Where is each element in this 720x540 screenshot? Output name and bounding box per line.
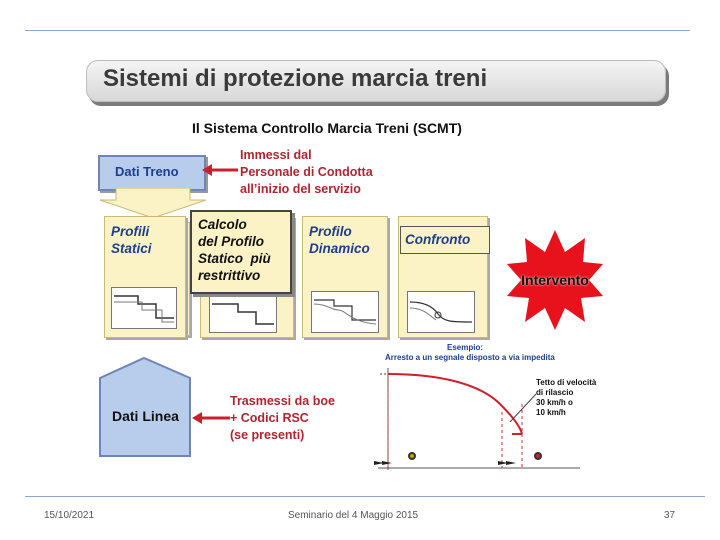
footer-date: 15/10/2021 bbox=[44, 510, 95, 521]
calcolo-line: Statico più bbox=[198, 251, 271, 266]
static-profile-chart bbox=[111, 287, 177, 329]
profili-statici-label bbox=[111, 223, 152, 257]
restrictive-profile-chart bbox=[209, 293, 277, 333]
dati-linea-note-line: (se presenti) bbox=[230, 428, 305, 442]
profili-statici-line: Statici bbox=[111, 241, 152, 256]
dati-treno-label: Dati Treno bbox=[115, 164, 179, 179]
diagram-subtitle: Il Sistema Controllo Marcia Treni (SCMT) bbox=[192, 120, 462, 136]
dati-linea-label: Dati Linea bbox=[112, 408, 179, 424]
dati-treno-note-line: Personale di Condotta bbox=[240, 165, 373, 179]
dati-linea-note bbox=[230, 393, 335, 444]
annotation-pointer bbox=[510, 394, 536, 422]
calcolo-line: del Profilo bbox=[198, 234, 265, 249]
footer-page-number: 37 bbox=[664, 510, 676, 521]
dynamic-profile-chart bbox=[311, 291, 379, 333]
example-caption-line: Arresto a un segnale disposto a via impedita bbox=[385, 353, 555, 362]
dati-treno-box bbox=[98, 155, 206, 191]
profilo-dinamico-doc bbox=[302, 216, 388, 338]
calcolo-line: restrittivo bbox=[198, 268, 261, 283]
release-speed-annotation bbox=[536, 378, 596, 418]
dati-linea-box bbox=[100, 358, 190, 456]
profilo-dinamico-line: Dinamico bbox=[309, 241, 370, 256]
dati-treno-note bbox=[240, 147, 373, 198]
calcolo-box bbox=[190, 210, 292, 294]
dati-treno-note-line: all’inizio del servizio bbox=[240, 182, 361, 196]
dati-treno-note-line: Immessi dal bbox=[240, 148, 312, 162]
dati-linea-note-line: + Codici RSC bbox=[230, 411, 309, 425]
annotation-line: 10 km/h bbox=[536, 408, 566, 417]
arrow-left-icon bbox=[200, 160, 240, 180]
slide-title: Sistemi di protezione marcia treni bbox=[103, 65, 488, 92]
balise-marker-4 bbox=[506, 461, 516, 465]
title-banner bbox=[86, 60, 666, 102]
profilo-dinamico-label bbox=[309, 223, 370, 257]
annotation-line: di rilascio bbox=[536, 388, 574, 397]
annotation-line: 30 km/h o bbox=[536, 398, 573, 407]
bottom-rule bbox=[25, 496, 705, 497]
calcolo-label bbox=[198, 216, 271, 284]
top-rule bbox=[25, 30, 690, 31]
balise-marker-2 bbox=[382, 461, 392, 465]
intervento-label: Intervento bbox=[521, 272, 589, 288]
profilo-dinamico-line: Profilo bbox=[309, 224, 352, 239]
confronto-box bbox=[400, 226, 490, 254]
example-caption-line: Esempio: bbox=[447, 343, 484, 352]
profili-statici-line: Profili bbox=[111, 224, 150, 239]
calcolo-line: Calcolo bbox=[198, 217, 247, 232]
example-caption bbox=[385, 343, 555, 363]
arrow-left-icon bbox=[190, 408, 232, 428]
footer-center: Seminario del 4 Maggio 2015 bbox=[288, 510, 419, 521]
profili-statici-doc bbox=[104, 216, 186, 338]
dati-linea-note-line: Trasmessi da boe bbox=[230, 394, 335, 408]
annotation-line: Tetto di velocità bbox=[536, 378, 597, 387]
comparison-chart bbox=[407, 291, 475, 333]
confronto-label: Confronto bbox=[405, 232, 471, 247]
